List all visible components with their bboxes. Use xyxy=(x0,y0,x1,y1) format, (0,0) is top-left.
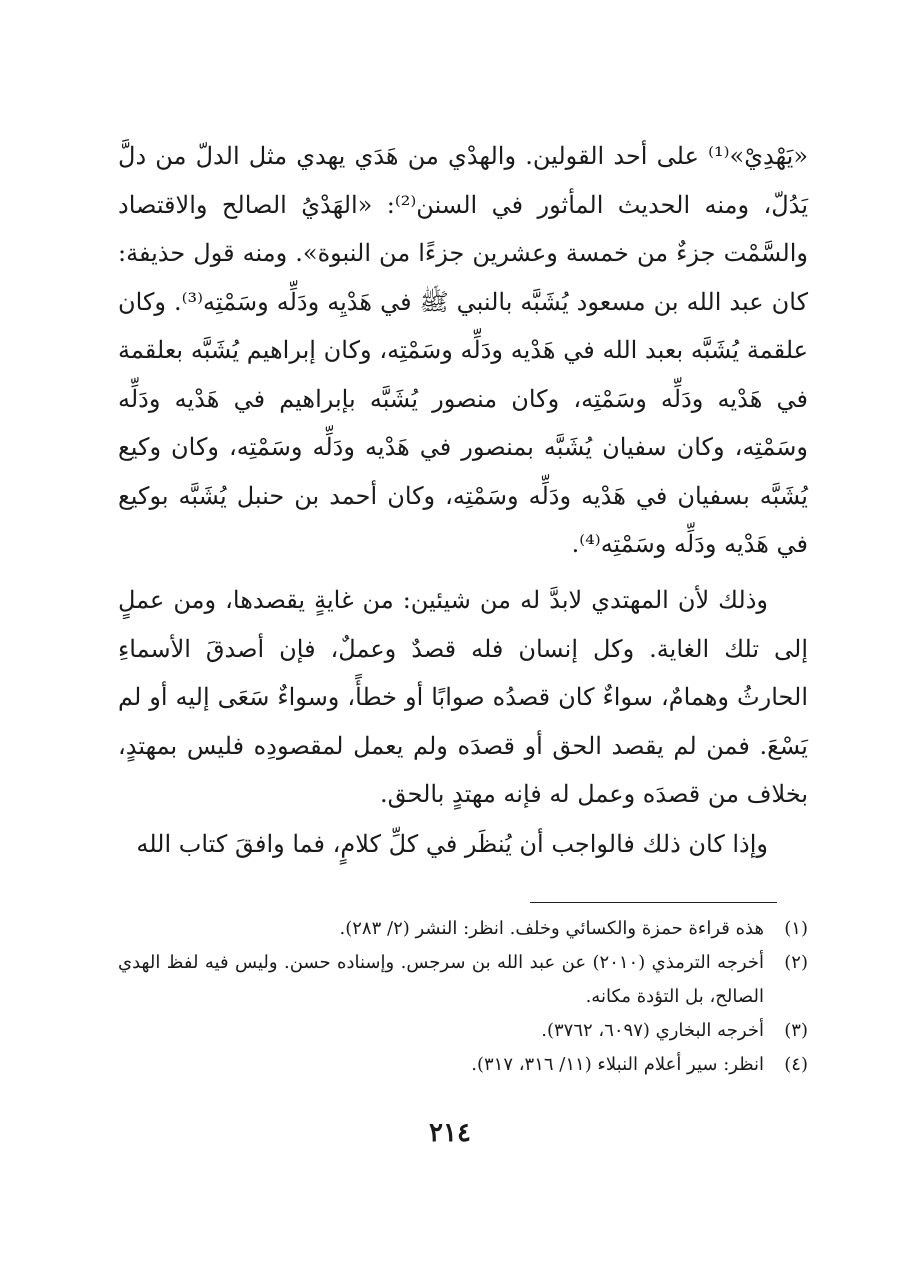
footnote-text: هذه قراءة حمزة والكسائي وخلف. انظر: النشر (٢/ ٢٨٣). xyxy=(339,918,764,939)
footnote-text: أخرجه البخاري (٦٠٩٧، ٣٧٦٢). xyxy=(541,1020,764,1041)
footnote-number: (٣) xyxy=(784,1020,808,1041)
paragraph-muhtadi: وذلك لأن المهتدي لابدَّ له من شيئين: من غايةٍ يقصدها، ومن عملٍ إلى تلك الغاية. وكل إنسان فله قصدٌ وعملٌ، فإن أصدقَ الأسماءِ الحارثُ وهمامٌ، سواءٌ كان قصدُه صوابًا أو خطأً، وسواءٌ سَعَى إليه أو لم يَسْعَ. فمن لم يقصد الحق أو قصدَه ولم يعمل لمقصودِه فليس بمهتدٍ، بخلاف من قصدَه وعمل له فإنه مهتدٍ بالحق. xyxy=(118,586,808,808)
footnote-text: أخرجه الترمذي (٢٠١٠) عن عبد الله بن سرجس. وإسناده حسن. وليس فيه لفظ الهدي الصالح، بل التؤدة مكانه. xyxy=(118,952,764,1007)
paragraph-hady-definition: «يَهْدِيْ»⁽¹⁾ على أحد القولين. والهدْي من هَدَي يهدي مثل الدلّ من دلَّ يَدُلّ، ومنه الحديث المأثور في السنن⁽²⁾: «الهَدْيُ الصالح والاقتصاد والسَّمْت جزءٌ من خمسة وعشرين جزءًا من النبوة». ومنه قول حذيفة: كان عبد الله بن مسعود يُشَبَّه بالنبي ﷺ في هَدْيِه ودَلِّه وسَمْتِه⁽³⁾. وكان علقمة يُشَبَّه بعبد الله في هَدْيه ودَلِّه وسَمْتِه، وكان إبراهيم يُشَبَّه بعلقمة في هَدْيه ودَلِّه وسَمْتِه، وكان منصور يُشَبَّه بإبراهيم في هَدْيه ودَلِّه وسَمْتِه، وكان سفيان يُشَبَّه بمنصور في هَدْيه ودَلِّه وسَمْتِه، وكان وكيع يُشَبَّه بسفيان في هَدْيه ودَلِّه وسَمْتِه، وكان أحمد بن حنبل يُشَبَّه بوكيع في هَدْيه ودَلِّه وسَمْتِه⁽⁴⁾. xyxy=(118,142,809,558)
paragraph-conclusion: وإذا كان ذلك فالواجب أن يُنظَر في كلِّ كلامٍ، فما وافقَ كتاب الله xyxy=(136,830,768,858)
page-number: ٢١٤ xyxy=(429,1118,471,1148)
footnote-item xyxy=(118,1014,808,1048)
footnote-item xyxy=(118,912,808,946)
footnote-number: (٢) xyxy=(784,952,808,973)
footnote-item xyxy=(118,1048,808,1082)
footnote-number: (١) xyxy=(784,918,808,939)
footnote-separator xyxy=(530,902,777,903)
footnotes-list xyxy=(118,912,808,1082)
footnote-item xyxy=(118,946,808,1014)
footnote-text: انظر: سير أعلام النبلاء (١١/ ٣١٦، ٣١٧). xyxy=(471,1054,764,1075)
footnote-number: (٤) xyxy=(784,1054,808,1075)
